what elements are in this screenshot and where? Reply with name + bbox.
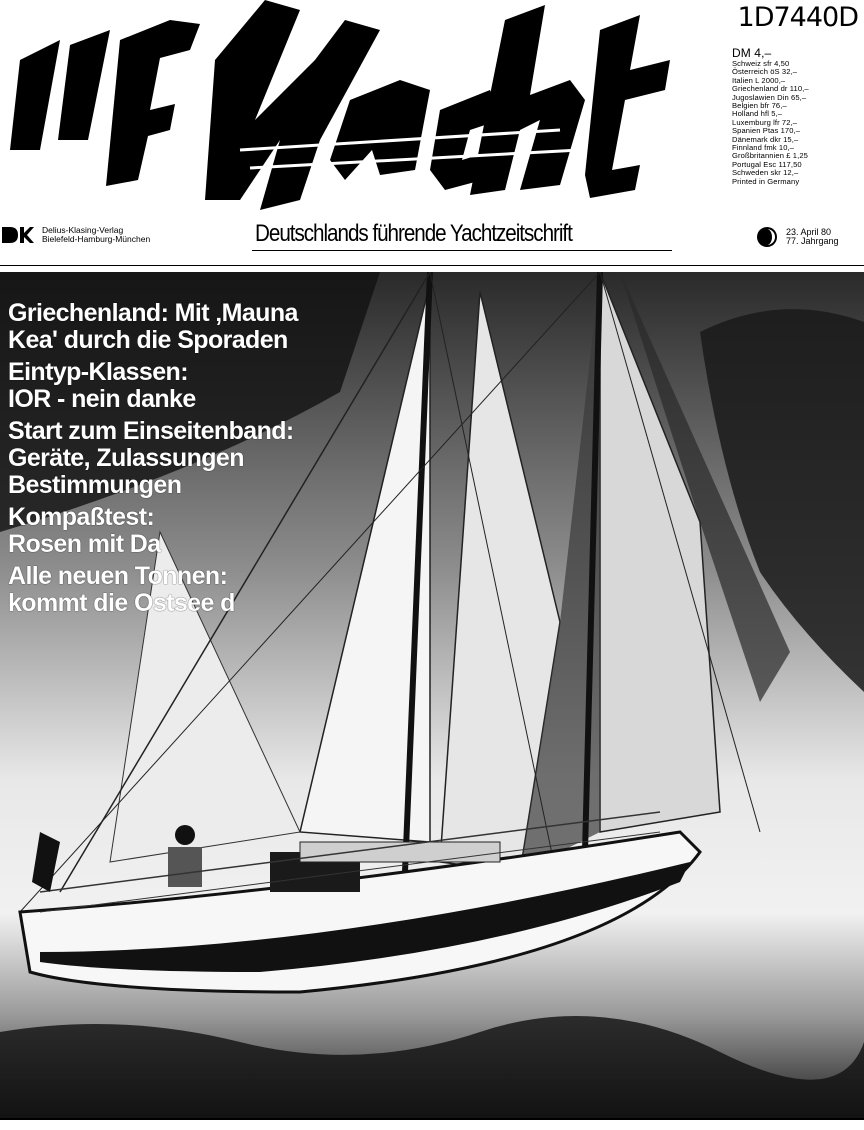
- headline-line: Bestimmungen: [8, 471, 182, 499]
- dk-logo-icon: [2, 227, 34, 243]
- yacht-logo: [0, 0, 730, 220]
- price-item: Printed in Germany: [732, 176, 800, 186]
- issue-date-block: [756, 226, 839, 248]
- price-item: Spanien Ptas 170,–: [732, 126, 801, 136]
- price-item: Schweiz sfr 4,50: [732, 59, 790, 68]
- headline-line: IOR - nein danke: [8, 385, 196, 413]
- tagline-rule: [252, 250, 672, 251]
- headline-ssb: [8, 418, 408, 499]
- price-item: Belgien bfr 76,–: [732, 101, 787, 111]
- price-item: Großbritannien £ 1,25: [732, 151, 808, 161]
- publisher-name: Delius-Klasing-Verlag: [42, 225, 124, 235]
- seal-icon: [756, 226, 778, 248]
- price-item: Dänemark dkr 15,–: [732, 134, 799, 144]
- price-item: Italien L 2000,–: [732, 75, 786, 85]
- headline-line: Eintyp-Klassen:: [8, 358, 188, 386]
- bottom-rule: [0, 1118, 864, 1120]
- publisher-block: [2, 226, 150, 244]
- price-list: [732, 46, 862, 186]
- headline-line: Kea' durch die Sporaden: [8, 326, 288, 354]
- price-item: Luxemburg lfr 72,–: [732, 117, 798, 127]
- price-item: Schweden skr 12,–: [732, 168, 799, 178]
- headline-line: Rosen mit Da: [8, 530, 161, 558]
- headline-line: kommt die Ostsee d: [8, 589, 235, 617]
- price-main: DM 4,–: [732, 46, 772, 60]
- headline-line: Kompaßtest:: [8, 503, 155, 531]
- price-item: Griechenland dr 110,–: [732, 84, 809, 94]
- headline-greece: [8, 300, 408, 354]
- headline-line: Alle neuen Tonnen:: [8, 562, 228, 590]
- issue-date: 23. April 80: [786, 227, 832, 237]
- headline-compass: [8, 504, 408, 558]
- price-item: Finnland fmk 10,–: [732, 143, 795, 153]
- headline-line: Griechenland: Mit ‚Mauna: [8, 299, 298, 327]
- issue-code: 1D7440D: [737, 2, 858, 33]
- publisher-cities: Bielefeld-Hamburg-München: [42, 234, 151, 244]
- price-item: Jugoslawien Din 65,–: [732, 92, 807, 102]
- cover-headlines: [8, 300, 408, 622]
- masthead-rule: [0, 265, 864, 266]
- headline-buoys: [8, 563, 408, 617]
- headline-line: Geräte, Zulassungen: [8, 444, 244, 472]
- tagline: Deutschlands führende Yachtzeitschrift: [255, 220, 572, 247]
- price-item: Holland hfl 5,–: [732, 109, 783, 119]
- price-item: Österreich öS 32,–: [732, 67, 798, 77]
- issue-volume: 77. Jahrgang: [786, 236, 839, 246]
- headline-line: Start zum Einseitenband:: [8, 417, 294, 445]
- headline-one-design: [8, 359, 408, 413]
- price-item: Portugal Esc 117,50: [732, 159, 802, 169]
- masthead: [0, 0, 864, 272]
